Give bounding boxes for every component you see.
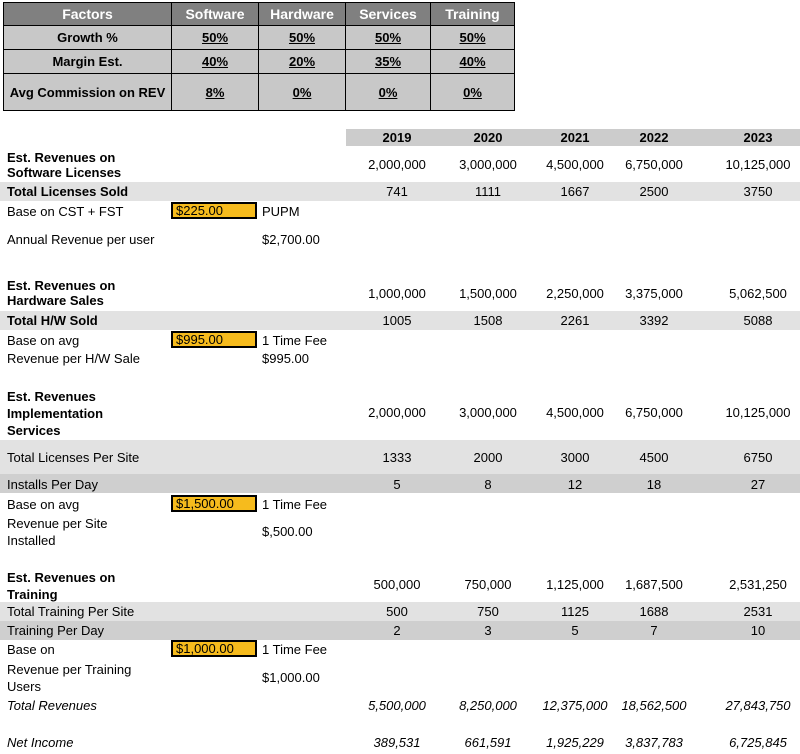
training-base-label: Base on	[7, 642, 55, 657]
services-installs: 18	[646, 477, 662, 492]
services-revenue: 4,500,000	[546, 405, 604, 420]
total-revenue: 8,250,000	[459, 698, 517, 713]
software-annual-label: Annual Revenue per user	[7, 232, 155, 247]
hardware-revenue: 2,250,000	[546, 286, 604, 301]
factors-row-growth	[4, 26, 515, 50]
software-base-input[interactable]: $225.00	[171, 202, 257, 219]
factors-cell[interactable]: 40%	[172, 50, 259, 74]
services-per-site: 3000	[560, 450, 590, 465]
services-installs-label: Installs Per Day	[7, 477, 99, 492]
training-per-site-label: Total Training Per Site	[7, 604, 135, 619]
services-per-site: 1333	[382, 450, 412, 465]
total-revenue: 12,375,000	[542, 698, 608, 713]
training-revenue: 1,125,000	[546, 577, 604, 592]
software-revenue: 2,000,000	[368, 157, 426, 172]
services-revenue: 3,000,000	[459, 405, 517, 420]
factors-header: Services	[346, 3, 431, 26]
software-sold-label: Total Licenses Sold	[7, 184, 129, 199]
hardware-sold: 5088	[743, 313, 773, 328]
hardware-sold: 1508	[473, 313, 503, 328]
training-per-day: 5	[571, 623, 579, 638]
software-revenue: 3,000,000	[459, 157, 517, 172]
services-per-site: 4500	[639, 450, 669, 465]
services-base-note: 1 Time Fee	[262, 497, 328, 512]
services-installs: 8	[484, 477, 492, 492]
hardware-sold: 1005	[382, 313, 412, 328]
training-per-day: 10	[750, 623, 766, 638]
software-revenue: 6,750,000	[625, 157, 683, 172]
factors-cell[interactable]: 50%	[431, 26, 515, 50]
services-installs: 5	[393, 477, 401, 492]
training-revenue: 2,531,250	[729, 577, 787, 592]
services-revenue: 10,125,000	[725, 405, 791, 420]
hardware-sold: 3392	[639, 313, 669, 328]
training-revenue: 1,687,500	[625, 577, 683, 592]
factors-row-label: Avg Commission on REV	[4, 74, 172, 111]
net-income: 389,531	[373, 735, 421, 750]
software-title: Est. Revenues on Software Licenses	[7, 150, 122, 180]
net-income-label: Net Income	[7, 735, 74, 750]
total-revenue: 27,843,750	[725, 698, 791, 713]
software-sold: 1111	[474, 184, 502, 199]
services-base-input[interactable]: $1,500.00	[171, 495, 257, 512]
software-annual-value: $2,700.00	[262, 232, 320, 247]
factors-header: Software	[172, 3, 259, 26]
training-revenue: 750,000	[464, 577, 512, 592]
training-per-label: Revenue per Training Users	[7, 662, 132, 694]
hardware-title: Est. Revenues on Hardware Sales	[7, 278, 116, 308]
training-per-day: 3	[484, 623, 492, 638]
software-revenue: 10,125,000	[725, 157, 791, 172]
factors-cell[interactable]: 35%	[346, 50, 431, 74]
software-sold: 2500	[639, 184, 669, 199]
services-base-label: Base on avg	[7, 497, 80, 512]
year-header: 2022	[639, 130, 669, 145]
software-base-note: PUPM	[262, 204, 300, 219]
hardware-revenue: 3,375,000	[625, 286, 683, 301]
training-per-day-label: Training Per Day	[7, 623, 105, 638]
software-revenue: 4,500,000	[546, 157, 604, 172]
factors-cell[interactable]: 20%	[259, 50, 346, 74]
net-income: 1,925,229	[546, 735, 604, 750]
training-per-site: 500	[386, 604, 408, 619]
factors-cell[interactable]: 0%	[346, 74, 431, 111]
services-revenue: 2,000,000	[368, 405, 426, 420]
factors-row-label: Growth %	[4, 26, 172, 50]
total-revenues-label: Total Revenues	[7, 698, 97, 713]
net-income: 661,591	[464, 735, 512, 750]
hardware-base-note: 1 Time Fee	[262, 333, 328, 348]
services-installs: 12	[567, 477, 583, 492]
year-header: 2021	[560, 130, 590, 145]
factors-table	[3, 2, 515, 111]
training-per-site: 1125	[561, 604, 589, 619]
training-revenue: 500,000	[373, 577, 421, 592]
services-revenue: 6,750,000	[625, 405, 683, 420]
services-per-value: $,500.00	[262, 524, 313, 539]
factors-cell[interactable]: 8%	[172, 74, 259, 111]
total-revenue: 5,500,000	[368, 698, 426, 713]
hardware-revenue: 1,000,000	[368, 286, 426, 301]
services-per-site: 6750	[743, 450, 773, 465]
hardware-revenue: 1,500,000	[459, 286, 517, 301]
training-base-note: 1 Time Fee	[262, 642, 328, 657]
training-per-day: 2	[393, 623, 401, 638]
factors-row-margin	[4, 50, 515, 74]
hardware-sold: 2261	[560, 313, 590, 328]
factors-cell[interactable]: 0%	[259, 74, 346, 111]
software-sold: 1667	[560, 184, 590, 199]
software-base-label: Base on CST + FST	[7, 204, 124, 219]
factors-cell[interactable]: 0%	[431, 74, 515, 111]
factors-header-row	[4, 3, 515, 26]
training-per-day: 7	[650, 623, 658, 638]
factors-cell[interactable]: 50%	[172, 26, 259, 50]
year-header: 2020	[473, 130, 503, 145]
software-sold: 741	[386, 184, 408, 199]
hardware-revenue: 5,062,500	[729, 286, 787, 301]
total-revenue: 18,562,500	[621, 698, 687, 713]
factors-header: Hardware	[259, 3, 346, 26]
training-per-site: 2531	[743, 604, 773, 619]
hardware-per-label: Revenue per H/W Sale	[7, 351, 140, 366]
training-title: Est. Revenues on Training	[7, 570, 116, 602]
training-base-input[interactable]: $1,000.00	[171, 640, 257, 657]
hardware-base-label: Base on avg	[7, 333, 80, 348]
year-header: 2023	[743, 130, 773, 145]
services-per-site-label: Total Licenses Per Site	[7, 450, 140, 465]
training-per-value: $1,000.00	[262, 670, 320, 685]
services-installs: 27	[750, 477, 766, 492]
services-per-site: 2000	[473, 450, 503, 465]
software-sold: 3750	[743, 184, 773, 199]
factors-cell[interactable]: 50%	[346, 26, 431, 50]
training-per-site: 750	[477, 604, 499, 619]
factors-header: Training	[431, 3, 515, 26]
net-income: 6,725,845	[729, 735, 787, 750]
factors-header: Factors	[4, 3, 172, 26]
year-header: 2019	[382, 130, 412, 145]
training-per-site: 1688	[639, 604, 669, 619]
services-title: Est. Revenues Implementation Services	[7, 389, 104, 438]
services-per-label: Revenue per Site Installed	[7, 516, 108, 548]
hardware-sold-label: Total H/W Sold	[7, 313, 98, 328]
hardware-base-input[interactable]: $995.00	[171, 331, 257, 348]
factors-row-label: Margin Est.	[4, 50, 172, 74]
factors-row-commission	[4, 74, 515, 111]
net-income: 3,837,783	[625, 735, 683, 750]
hardware-per-value: $995.00	[262, 351, 309, 366]
factors-cell[interactable]: 40%	[431, 50, 515, 74]
factors-cell[interactable]: 50%	[259, 26, 346, 50]
